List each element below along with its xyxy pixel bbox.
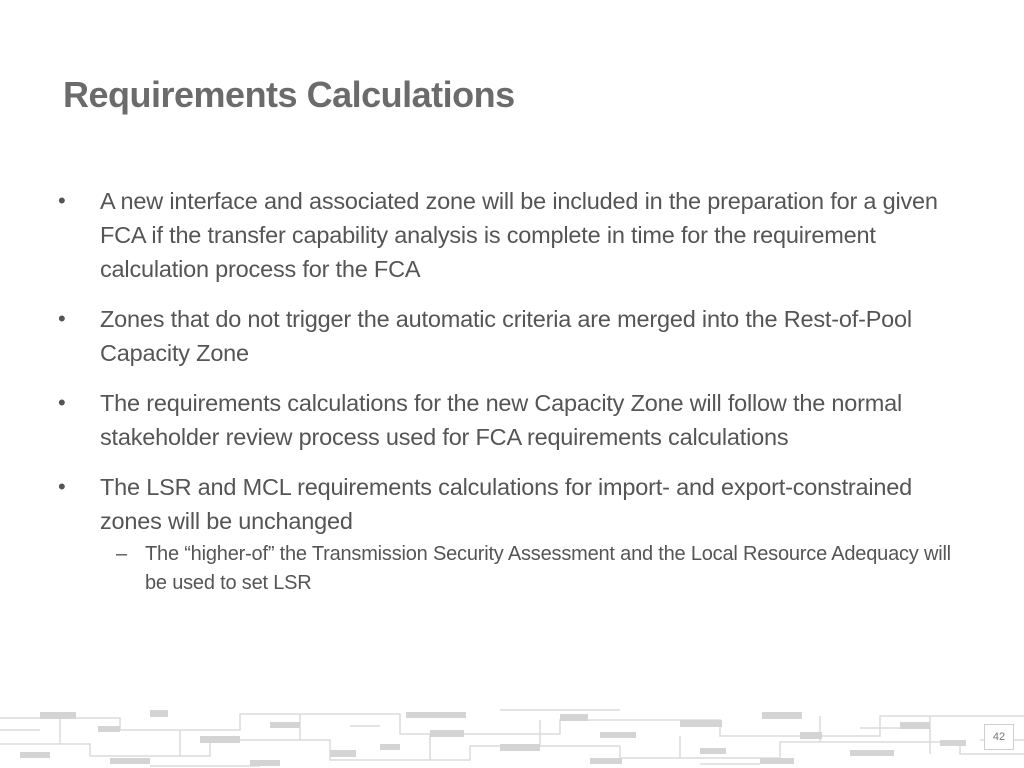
bullet-text: A new interface and associated zone will be included in the preparation for a given FCA if the transfer capability analysis is complete in time for the requirement calculation process for the FCA <box>100 188 938 282</box>
sub-bullet-item <box>58 540 968 598</box>
bullet-marker: • <box>58 474 66 499</box>
bullet-marker: • <box>58 306 66 331</box>
page-number: 42 <box>984 724 1014 750</box>
bullet-marker: • <box>58 188 66 213</box>
slide-title: Requirements Calculations <box>63 74 515 115</box>
slide-body <box>58 184 968 598</box>
bullet-item <box>58 386 968 454</box>
bullet-item <box>58 302 968 370</box>
bullet-text: Zones that do not trigger the automatic criteria are merged into the Rest-of-Pool Capacity Zone <box>100 306 912 366</box>
sub-bullet-marker: – <box>116 543 127 565</box>
bullet-item <box>58 184 968 286</box>
bullet-text: The requirements calculations for the new Capacity Zone will follow the normal stakeholder review process used for FCA requirements calculations <box>100 390 903 450</box>
bullet-item <box>58 470 968 538</box>
sub-bullet-text: The “higher-of” the Transmission Security Assessment and the Local Resource Adequacy will be used to set LSR <box>145 543 951 594</box>
bullet-marker: • <box>58 390 66 415</box>
circuit-pattern-decoration <box>0 700 1024 768</box>
bullet-text: The LSR and MCL requirements calculations for import- and export-constrained zones will be unchanged <box>100 474 913 534</box>
